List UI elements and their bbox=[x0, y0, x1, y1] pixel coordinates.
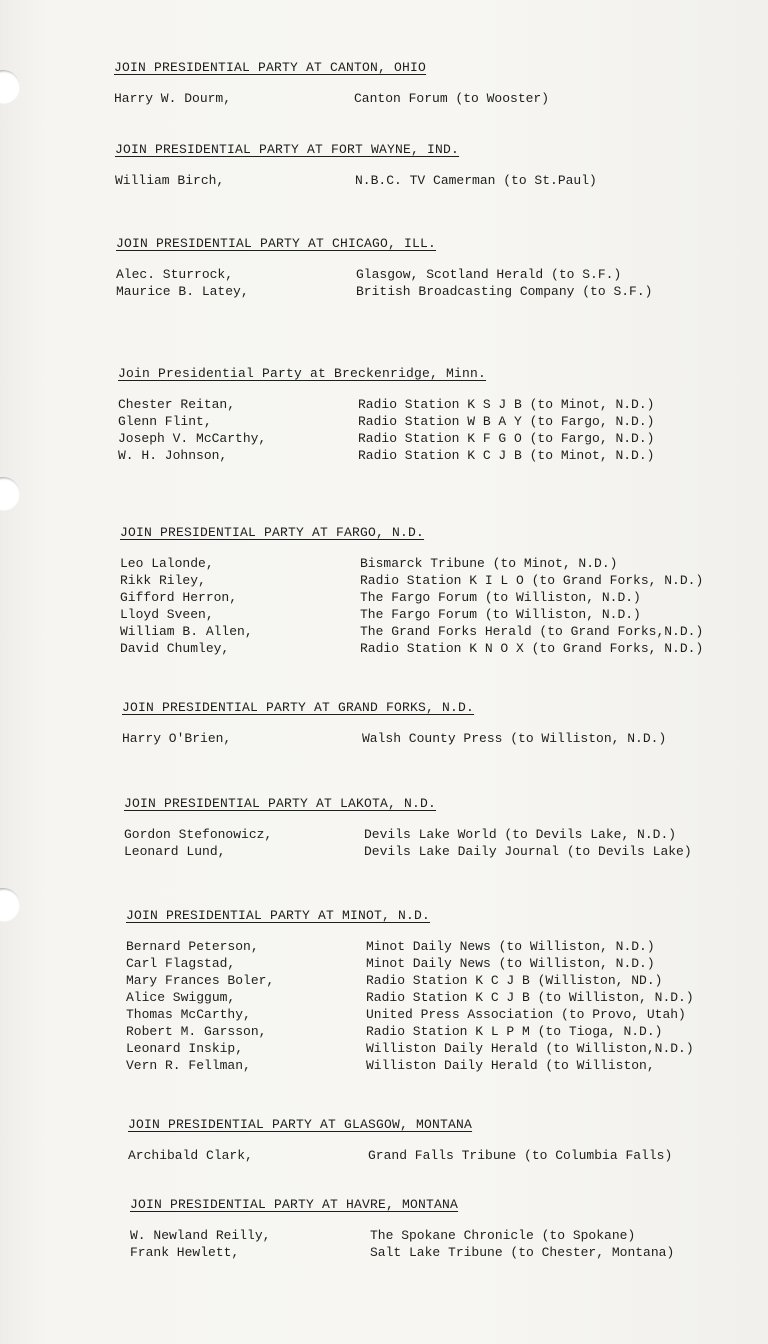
organization: Devils Lake Daily Journal (to Devils Lake) bbox=[364, 844, 692, 859]
person-name: Alec. Sturrock, bbox=[116, 267, 234, 282]
person-name: Mary Frances Boler, bbox=[126, 973, 275, 988]
organization: Minot Daily News (to Williston, N.D.) bbox=[366, 956, 655, 971]
organization: British Broadcasting Company (to S.F.) bbox=[356, 284, 653, 299]
section-fort-wayne bbox=[115, 142, 597, 190]
organization: Radio Station W B A Y (to Fargo, N.D.) bbox=[358, 414, 655, 429]
organization: Williston Daily Herald (to Williston, bbox=[366, 1058, 655, 1073]
list-item bbox=[126, 1007, 686, 1024]
person-name: Lloyd Sveen, bbox=[120, 607, 214, 622]
person-name: Chester Reitan, bbox=[118, 397, 236, 412]
organization: Radio Station K N O X (to Grand Forks, N.D.) bbox=[360, 641, 704, 656]
list-item bbox=[124, 844, 692, 861]
organization: Minot Daily News (to Williston, N.D.) bbox=[366, 939, 655, 954]
organization: Devils Lake World (to Devils Lake, N.D.) bbox=[364, 827, 677, 842]
section-breckenridge bbox=[118, 366, 655, 465]
section-heading: JOIN PRESIDENTIAL PARTY AT MINOT, N.D. bbox=[126, 908, 431, 923]
person-name: William B. Allen, bbox=[120, 624, 253, 639]
organization: United Press Association (to Provo, Utah) bbox=[366, 1007, 686, 1022]
list-item bbox=[126, 1024, 663, 1041]
organization: Radio Station K I L O (to Grand Forks, N.D.) bbox=[360, 573, 704, 588]
person-name: William Birch, bbox=[115, 173, 225, 188]
person-name: W. H. Johnson, bbox=[118, 448, 228, 463]
list-item bbox=[130, 1228, 636, 1245]
list-item bbox=[118, 448, 655, 465]
section-canton bbox=[114, 60, 550, 108]
list-item bbox=[120, 573, 704, 590]
organization: N.B.C. TV Camerman (to St.Paul) bbox=[355, 173, 597, 188]
person-name: Rikk Riley, bbox=[120, 573, 206, 588]
list-item bbox=[118, 414, 655, 431]
section-heading: JOIN PRESIDENTIAL PARTY AT GLASGOW, MONTANA bbox=[128, 1117, 473, 1132]
punch-hole bbox=[0, 70, 20, 104]
list-item bbox=[116, 284, 653, 301]
section-minot bbox=[126, 908, 694, 1075]
organization: Glasgow, Scotland Herald (to S.F.) bbox=[356, 267, 622, 282]
list-item bbox=[118, 397, 655, 414]
section-lakota bbox=[124, 796, 692, 861]
person-name: Harry W. Dourm, bbox=[114, 91, 232, 106]
organization: The Spokane Chronicle (to Spokane) bbox=[370, 1228, 636, 1243]
organization: Radio Station K L P M (to Tioga, N.D.) bbox=[366, 1024, 663, 1039]
organization: The Fargo Forum (to Williston, N.D.) bbox=[360, 590, 641, 605]
person-name: Gordon Stefonowicz, bbox=[124, 827, 273, 842]
list-item bbox=[126, 1058, 655, 1075]
section-chicago bbox=[116, 236, 653, 301]
punch-hole bbox=[0, 888, 20, 922]
organization: Williston Daily Herald (to Williston,N.D.) bbox=[366, 1041, 694, 1056]
person-name: Leonard Inskip, bbox=[126, 1041, 244, 1056]
person-name: Bernard Peterson, bbox=[126, 939, 259, 954]
list-item bbox=[115, 173, 597, 190]
organization: Radio Station K C J B (to Minot, N.D.) bbox=[358, 448, 655, 463]
organization: Canton Forum (to Wooster) bbox=[354, 91, 550, 106]
organization: Bismarck Tribune (to Minot, N.D.) bbox=[360, 556, 618, 571]
person-name: Carl Flagstad, bbox=[126, 956, 236, 971]
organization: Radio Station K S J B (to Minot, N.D.) bbox=[358, 397, 655, 412]
section-grand-forks bbox=[122, 700, 667, 748]
section-heading: JOIN PRESIDENTIAL PARTY AT LAKOTA, N.D. bbox=[124, 796, 437, 811]
section-heading: JOIN PRESIDENTIAL PARTY AT CANTON, OHIO bbox=[114, 60, 427, 75]
list-item bbox=[120, 641, 704, 658]
list-item bbox=[114, 91, 550, 108]
person-name: Joseph V. McCarthy, bbox=[118, 431, 267, 446]
organization: Radio Station K C J B (to Williston, N.D.) bbox=[366, 990, 694, 1005]
person-name: Harry O'Brien, bbox=[122, 731, 232, 746]
organization: Radio Station K F G O (to Fargo, N.D.) bbox=[358, 431, 655, 446]
list-item bbox=[126, 939, 655, 956]
person-name: Vern R. Fellman, bbox=[126, 1058, 251, 1073]
person-name: W. Newland Reilly, bbox=[130, 1228, 271, 1243]
list-item bbox=[124, 827, 677, 844]
organization: Grand Falls Tribune (to Columbia Falls) bbox=[368, 1148, 673, 1163]
person-name: Gifford Herron, bbox=[120, 590, 238, 605]
organization: The Fargo Forum (to Williston, N.D.) bbox=[360, 607, 641, 622]
person-name: Archibald Clark, bbox=[128, 1148, 253, 1163]
organization: Salt Lake Tribune (to Chester, Montana) bbox=[370, 1245, 675, 1260]
list-item bbox=[122, 731, 667, 748]
list-item bbox=[120, 590, 641, 607]
list-item bbox=[120, 607, 641, 624]
section-heading: JOIN PRESIDENTIAL PARTY AT FORT WAYNE, IND. bbox=[115, 142, 460, 157]
section-heading: JOIN PRESIDENTIAL PARTY AT GRAND FORKS, N.D. bbox=[122, 700, 475, 715]
section-heading: JOIN PRESIDENTIAL PARTY AT CHICAGO, ILL. bbox=[116, 236, 437, 251]
person-name: Leo Lalonde, bbox=[120, 556, 214, 571]
person-name: Alice Swiggum, bbox=[126, 990, 236, 1005]
person-name: Glenn Flint, bbox=[118, 414, 212, 429]
section-glasgow bbox=[128, 1117, 673, 1165]
list-item bbox=[126, 1041, 694, 1058]
list-item bbox=[126, 990, 694, 1007]
organization: The Grand Forks Herald (to Grand Forks,N.D.) bbox=[360, 624, 704, 639]
list-item bbox=[116, 267, 622, 284]
list-item bbox=[126, 956, 655, 973]
list-item bbox=[120, 624, 704, 641]
list-item bbox=[130, 1245, 675, 1262]
section-fargo bbox=[120, 525, 704, 658]
organization: Radio Station K C J B (Williston, ND.) bbox=[366, 973, 663, 988]
organization: Walsh County Press (to Williston, N.D.) bbox=[362, 731, 667, 746]
person-name: Frank Hewlett, bbox=[130, 1245, 240, 1260]
person-name: Leonard Lund, bbox=[124, 844, 226, 859]
section-heading: Join Presidential Party at Breckenridge, Minn. bbox=[118, 366, 487, 381]
person-name: Maurice B. Latey, bbox=[116, 284, 249, 299]
person-name: Robert M. Garsson, bbox=[126, 1024, 267, 1039]
section-havre bbox=[130, 1197, 675, 1262]
person-name: David Chumley, bbox=[120, 641, 230, 656]
person-name: Thomas McCarthy, bbox=[126, 1007, 251, 1022]
list-item bbox=[128, 1148, 673, 1165]
punch-hole bbox=[0, 477, 20, 511]
list-item bbox=[120, 556, 618, 573]
list-item bbox=[126, 973, 663, 990]
list-item bbox=[118, 431, 655, 448]
section-heading: JOIN PRESIDENTIAL PARTY AT HAVRE, MONTANA bbox=[130, 1197, 459, 1212]
section-heading: JOIN PRESIDENTIAL PARTY AT FARGO, N.D. bbox=[120, 525, 425, 540]
